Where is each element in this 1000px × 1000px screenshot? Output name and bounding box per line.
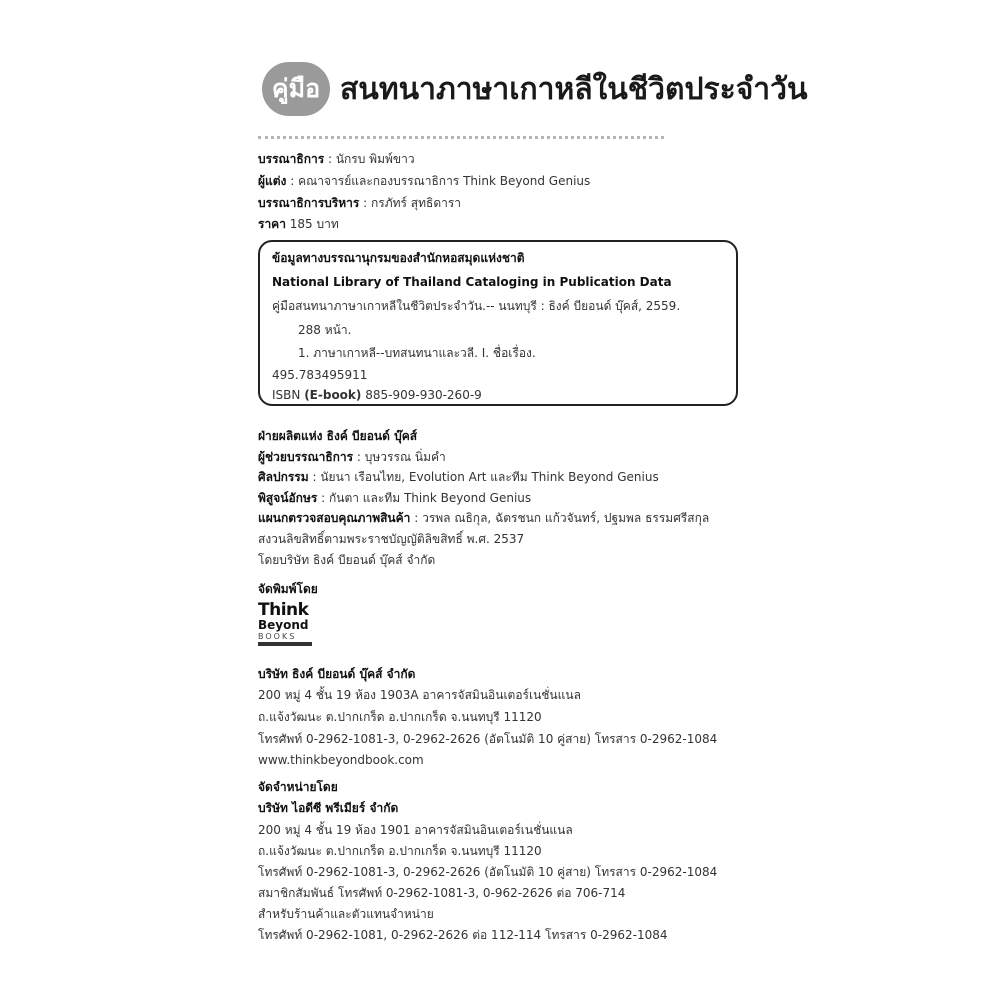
cip-heading-english: National Library of Thailand Cataloging in Publication Data	[272, 275, 672, 289]
cataloging-data-box	[258, 240, 738, 406]
credit-editor: บรรณาธิการ : นักรบ พิมพ์ขาว	[258, 152, 415, 166]
distributor-address-1: 200 หมู่ 4 ชั้น 19 ห้อง 1901 อาคารจัสมินอินเตอร์เนชั่นแนล	[258, 823, 573, 837]
publisher-address-2: ถ.แจ้งวัฒนะ ต.ปากเกร็ด อ.ปากเกร็ด จ.นนทบุรี 11120	[258, 710, 542, 724]
production-row: ผู้ช่วยบรรณาธิการ : บุษวรรณ นิ่มคำ	[258, 450, 446, 464]
cip-heading-thai: ข้อมูลทางบรรณานุกรมของสำนักหอสมุดแห่งชาติ	[272, 251, 525, 265]
book-title-header	[262, 62, 808, 120]
book-title: สนทนาภาษาเกาหลีในชีวิตประจำวัน	[340, 72, 808, 107]
dotted-divider	[258, 136, 664, 139]
distributor-company: บริษัท ไอดีซี พรีเมียร์ จำกัด	[258, 801, 399, 815]
credit-author: ผู้แต่ง : คณาจารย์และกองบรรณาธิการ Think Beyond Genius	[258, 174, 591, 188]
manual-badge: คู่มือ	[262, 62, 330, 116]
production-row: แผนกตรวจสอบคุณภาพสินค้า : วรพล ณธิกุล, ฉัตรชนก แก้วจันทร์, ปฐมพล ธรรมศรีสกุล	[258, 511, 710, 525]
credit-label: ผู้แต่ง	[258, 174, 287, 188]
production-row: ศิลปกรรม : นัยนา เรือนไทย, Evolution Art และทีม Think Beyond Genius	[258, 470, 659, 484]
copyright-notice: สงวนลิขสิทธิ์ตามพระราชบัญญัติลิขสิทธิ์ พ.ศ. 2537	[258, 532, 525, 546]
distributor-phone: โทรศัพท์ 0-2962-1081-3, 0-2962-2626 (อัตโนมัติ 10 คู่สาย) โทรสาร 0-2962-1084	[258, 865, 718, 879]
credit-value: 185 บาท	[289, 217, 339, 231]
cip-subjects: 1. ภาษาเกาหลี--บทสนทนาและวลี. I. ชื่อเรื่อง.	[298, 346, 536, 360]
distributor-address-2: ถ.แจ้งวัฒนะ ต.ปากเกร็ด อ.ปากเกร็ด จ.นนทบุรี 11120	[258, 844, 542, 858]
credit-value: คณาจารย์และกองบรรณาธิการ Think Beyond Genius	[298, 174, 591, 188]
credit-value: กรภัทร์ สุทธิดารา	[370, 196, 462, 210]
production-heading: ฝ่ายผลิตแห่ง ธิงค์ บียอนด์ บุ๊คส์	[258, 429, 418, 443]
distributor-heading: จัดจำหน่ายโดย	[258, 780, 338, 794]
publisher-heading: จัดพิมพ์โดย	[258, 582, 318, 596]
production-row: พิสูจน์อักษร : กันตา และทีม Think Beyond Genius	[258, 491, 532, 505]
credit-price	[258, 216, 339, 232]
publisher-company: บริษัท ธิงค์ บียอนด์ บุ๊คส์ จำกัด	[258, 667, 416, 681]
cip-pages: 288 หน้า.	[298, 323, 352, 337]
cip-entry: คู่มือสนทนาภาษาเกาหลีในชีวิตประจำวัน.-- นนทบุรี : ธิงค์ บียอนด์ บุ๊คส์, 2559.	[272, 299, 681, 313]
isbn-format: (E-book)	[304, 388, 362, 402]
think-beyond-logo: Think Beyond BOOKS	[258, 602, 318, 658]
credit-label: ราคา	[258, 217, 286, 231]
distributor-member-phone: สมาชิกสัมพันธ์ โทรศัพท์ 0-2962-1081-3, 0-962-2626 ต่อ 706-714	[258, 886, 626, 900]
credit-executive-editor: บรรณาธิการบริหาร : กรภัทร์ สุทธิดารา	[258, 196, 462, 210]
publisher-address-1: 200 หมู่ 4 ชั้น 19 ห้อง 1903A อาคารจัสมินอินเตอร์เนชั่นแนล	[258, 688, 581, 702]
credit-label: บรรณาธิการ	[258, 152, 325, 166]
credit-label: บรรณาธิการบริหาร	[258, 196, 360, 210]
cip-isbn: ISBN (E-book) 885-909-930-260-9	[272, 388, 482, 402]
publisher-website: www.thinkbeyondbook.com	[258, 753, 424, 767]
publisher-phone: โทรศัพท์ 0-2962-1081-3, 0-2962-2626 (อัตโนมัติ 10 คู่สาย) โทรสาร 0-2962-1084	[258, 732, 718, 746]
cip-classification: 495.783495911	[272, 368, 368, 382]
isbn-number: 885-909-930-260-9	[361, 388, 482, 402]
credit-value: นักรบ พิมพ์ขาว	[335, 152, 415, 166]
distributor-dealer-phone: โทรศัพท์ 0-2962-1081, 0-2962-2626 ต่อ 112-114 โทรสาร 0-2962-1084	[258, 928, 668, 942]
distributor-dealer-note: สำหรับร้านค้าและตัวแทนจำหน่าย	[258, 907, 434, 921]
copyright-owner: โดยบริษัท ธิงค์ บียอนด์ บุ๊คส์ จำกัด	[258, 553, 436, 567]
